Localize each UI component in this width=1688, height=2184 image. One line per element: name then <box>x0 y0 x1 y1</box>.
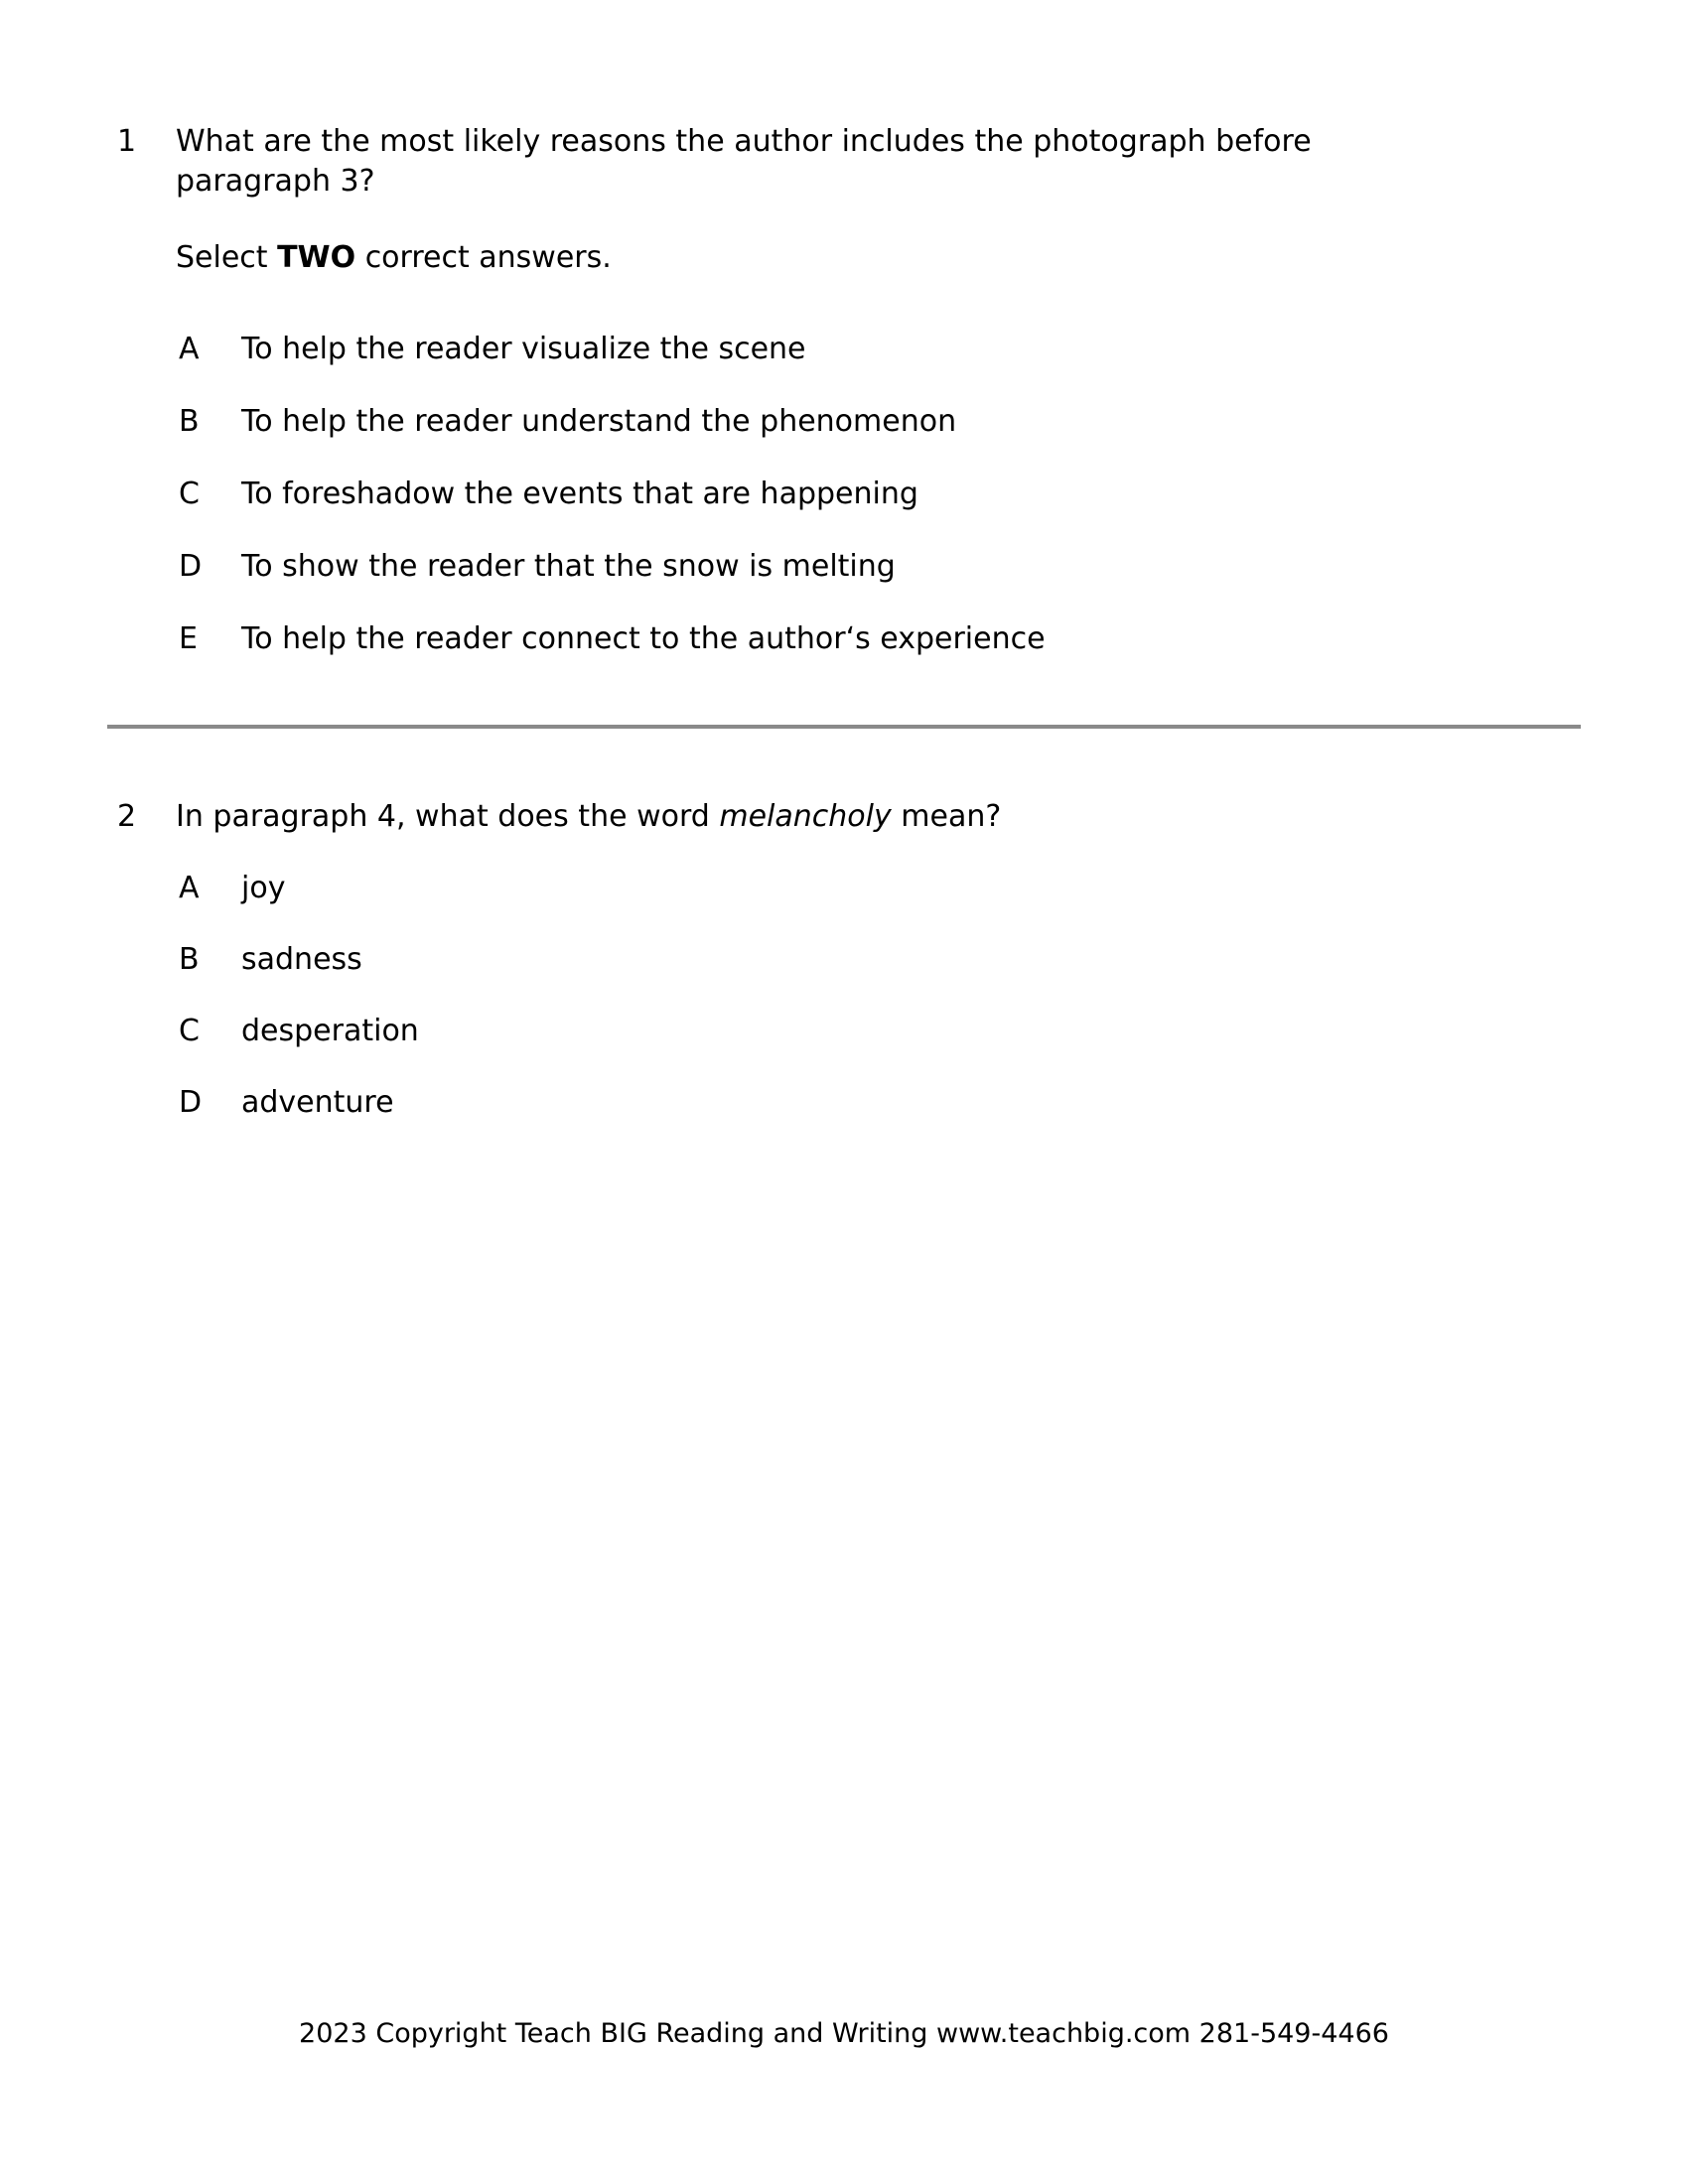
copyright-footer: 2023 Copyright Teach BIG Reading and Writing www.teachbig.com 281-549-4466 <box>299 2018 1389 2049</box>
question-1-option-a <box>179 330 1467 369</box>
question-1-select-prompt <box>176 238 1467 278</box>
option-text: To help the reader connect to the author‘s experience <box>241 621 1046 656</box>
option-letter: C <box>179 477 200 511</box>
option-text: adventure <box>241 1085 394 1120</box>
question-1-option-d <box>179 547 1467 587</box>
option-letter: B <box>179 942 200 977</box>
question-2-text-italic: melancholy <box>719 799 892 834</box>
option-text: desperation <box>241 1014 419 1048</box>
section-divider <box>107 725 1581 729</box>
question-1 <box>117 122 1467 659</box>
question-1-stem <box>117 122 1467 202</box>
option-letter: B <box>179 404 200 439</box>
question-2-option-a <box>179 869 1001 908</box>
select-prompt-emphasis: TWO <box>277 240 356 275</box>
option-text: To help the reader visualize the scene <box>241 332 806 366</box>
question-2 <box>117 797 1001 1123</box>
option-letter: D <box>179 549 203 584</box>
option-text: joy <box>241 871 286 905</box>
option-text: sadness <box>241 942 362 977</box>
question-1-option-c <box>179 475 1467 514</box>
question-2-number: 2 <box>117 799 137 834</box>
option-letter: A <box>179 871 200 905</box>
question-2-stem <box>117 797 1001 837</box>
question-2-option-d <box>179 1083 1001 1123</box>
select-prompt-before: Select <box>176 240 278 275</box>
option-letter: A <box>179 332 200 366</box>
question-1-text: What are the most likely reasons the author includes the photograph before paragraph 3? <box>176 124 1312 199</box>
select-prompt-after: correct answers. <box>355 240 612 275</box>
question-2-text-before: In paragraph 4, what does the word <box>176 799 720 834</box>
option-text: To show the reader that the snow is melting <box>241 549 896 584</box>
question-2-text-after: mean? <box>891 799 1002 834</box>
question-2-option-c <box>179 1012 1001 1051</box>
question-1-option-b <box>179 402 1467 442</box>
question-2-option-b <box>179 940 1001 980</box>
option-text: To foreshadow the events that are happening <box>241 477 918 511</box>
question-2-text <box>176 797 1001 837</box>
option-letter: D <box>179 1085 203 1120</box>
question-1-option-e <box>179 619 1467 659</box>
option-text: To help the reader understand the phenomenon <box>241 404 957 439</box>
option-letter: E <box>179 621 198 656</box>
question-1-number: 1 <box>117 124 137 159</box>
option-letter: C <box>179 1014 200 1048</box>
